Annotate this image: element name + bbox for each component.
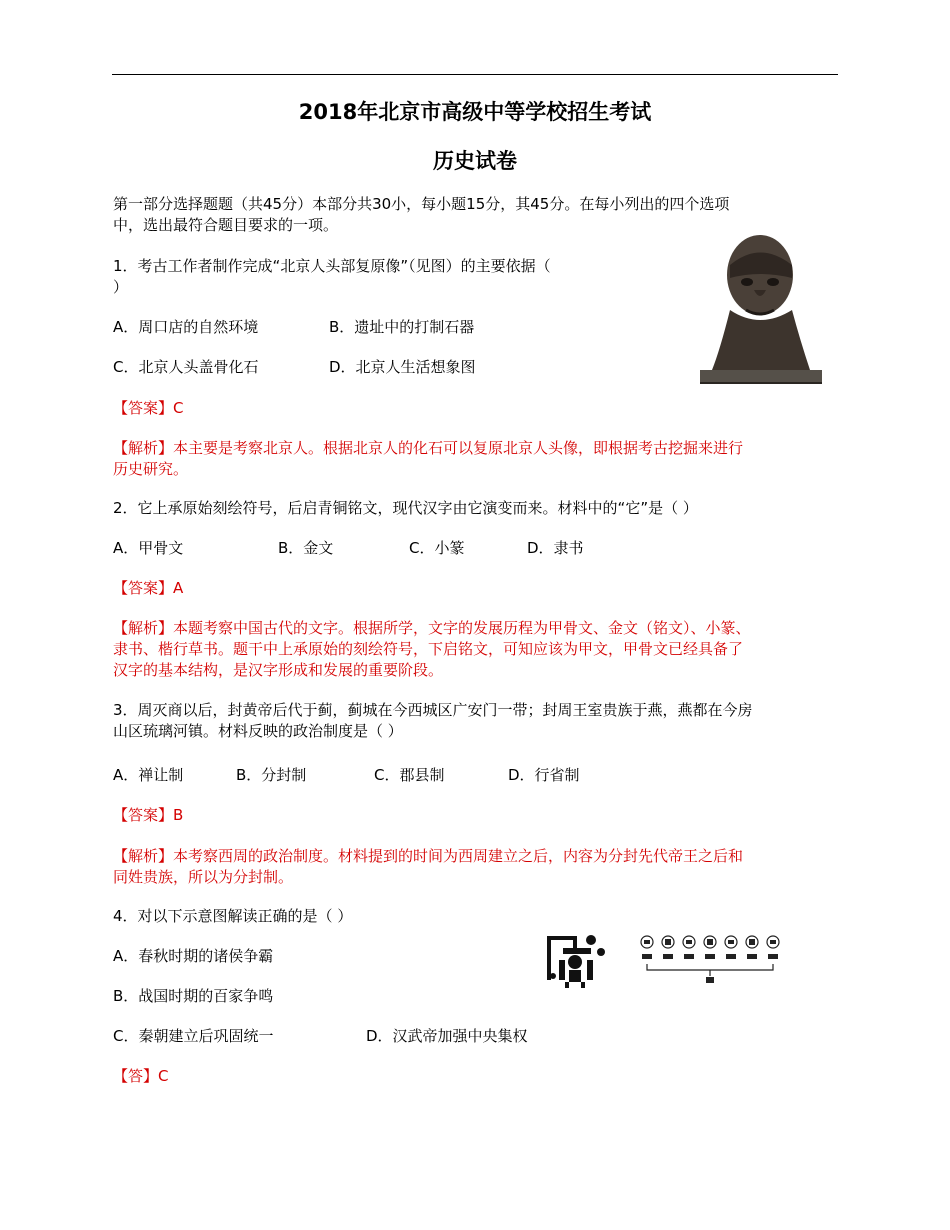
- q1-option-c: C．北京人头盖骨化石: [113, 358, 259, 376]
- q3-option-a: A．禅让制: [113, 766, 184, 784]
- q1-option-d: D．北京人生活想象图: [329, 358, 476, 376]
- q3-option-d: D．行省制: [508, 766, 580, 784]
- peking-man-bust-image: [700, 230, 825, 385]
- q4-option-d: D．汉武帝加强中央集权: [366, 1027, 528, 1045]
- q2-stem-line-1: 2．它上承原始刻绘符号，后启青铜铭文，现代汉字由它演变而来。材料中的“它”是（ ）: [113, 499, 698, 517]
- q1-stem-line-2: ）: [113, 278, 129, 296]
- q3-option-b: B．分封制: [236, 766, 307, 784]
- ancient-character-image: [543, 930, 613, 990]
- q3-analysis-line-1: 【解析】本考察西周的政治制度。材料提到的时间为西周建立之后，内容为分封先代帝王之后和: [113, 847, 744, 865]
- q2-option-a: A．甲骨文: [113, 539, 184, 557]
- intro-line-1: 第一部分选择题题（共45分）本部分共30小，每小题15分，其45分。在每小列出的四个选项: [113, 195, 730, 213]
- q4-stem-line-1: 4．对以下示意图解读正确的是（ ）: [113, 907, 353, 925]
- q3-stem-line-2: 山区琉璃河镇。材料反映的政治制度是（ ）: [113, 722, 403, 740]
- q1-analysis-line-2: 历史研究。: [113, 460, 189, 478]
- q1-answer: 【答案】C: [113, 399, 184, 417]
- q2-analysis-line-1: 【解析】本题考察中国古代的文字。根据所学，文字的发展历程为甲骨文、金文（铭文）、小篆、: [113, 619, 751, 637]
- q2-option-d: D．隶书: [527, 539, 584, 557]
- q1-analysis-line-1: 【解析】本主要是考察北京人。根据北京人的化石可以复原北京人头像，即根据考古挖掘来进行: [113, 439, 744, 457]
- q2-option-c: C．小篆: [409, 539, 465, 557]
- q3-analysis-line-2: 同姓贵族，所以为分封制。: [113, 868, 294, 886]
- header-rule: [112, 74, 838, 75]
- q2-analysis-line-2: 隶书、楷行草书。题干中上承原始的刻绘符号，下启铭文，可知应该为甲文，甲骨文已经具备了: [113, 640, 744, 658]
- q1-stem-line-1: 1．考古工作者制作完成“北京人头部复原像”（见图）的主要依据（: [113, 257, 551, 275]
- q3-stem-line-1: 3．周灭商以后，封黄帝后代于蓟，蓟城在今西城区广安门一带；封周王室贵族于燕，燕都在今房: [113, 701, 753, 719]
- q3-option-c: C．郡县制: [374, 766, 445, 784]
- q2-analysis-line-3: 汉字的基本结构，是汉字形成和发展的重要阶段。: [113, 661, 444, 679]
- q4-answer: 【答】C: [113, 1067, 169, 1085]
- q3-answer: 【答案】B: [113, 806, 184, 824]
- q2-option-b: B．金文: [278, 539, 334, 557]
- exam-subtitle: 历史试卷: [433, 149, 517, 173]
- exam-title: 2018年北京市高级中等学校招生考试: [298, 100, 652, 124]
- q1-option-b: B．遗址中的打制石器: [329, 318, 475, 336]
- q1-option-a: A．周口店的自然环境: [113, 318, 259, 336]
- seal-script-comparison-diagram: [636, 932, 786, 986]
- q4-option-c: C．秦朝建立后巩固统一: [113, 1027, 274, 1045]
- q4-option-b: B．战国时期的百家争鸣: [113, 987, 274, 1005]
- q2-answer: 【答案】A: [113, 579, 184, 597]
- intro-line-2: 中，选出最符合题目要求的一项。: [113, 216, 339, 234]
- q4-option-a: A．春秋时期的诸侯争霸: [113, 947, 274, 965]
